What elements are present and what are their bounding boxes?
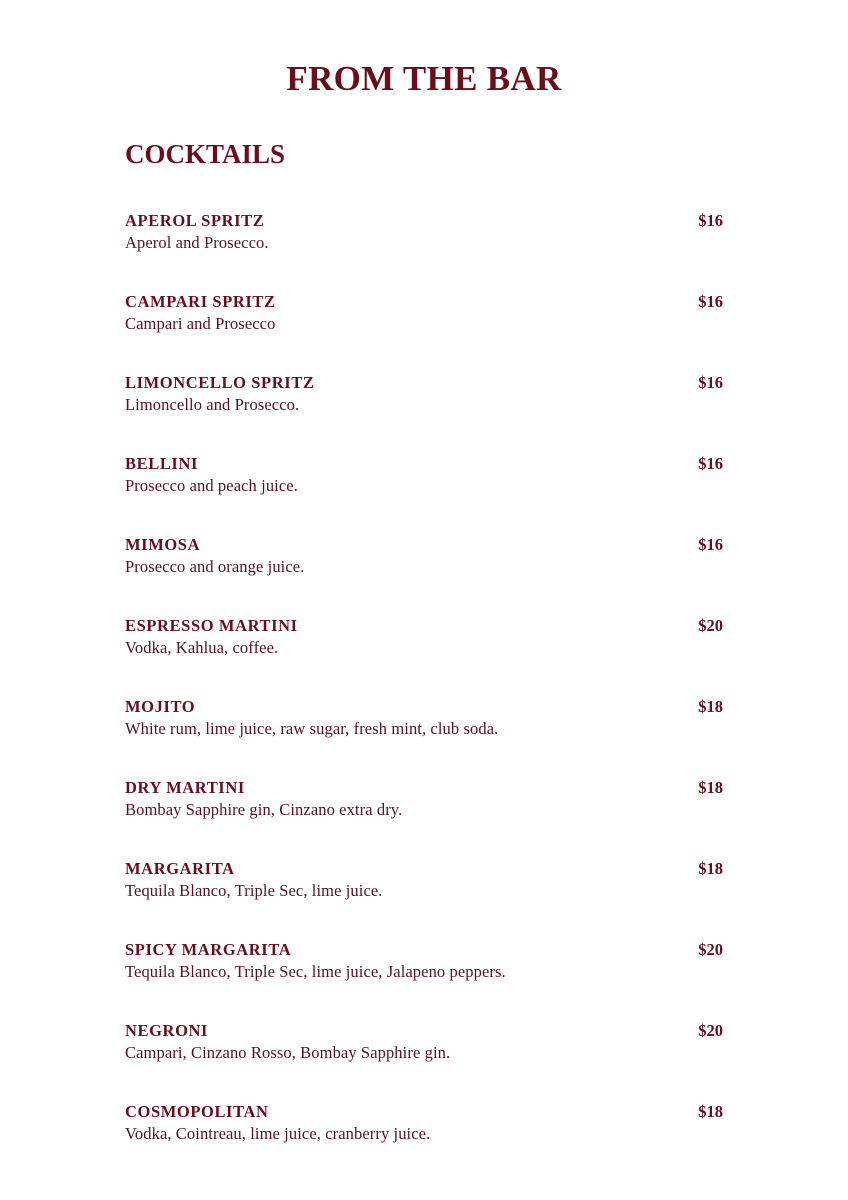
item-name: MIMOSA	[125, 535, 201, 554]
item-price: $20	[698, 1021, 723, 1040]
item-price: $18	[698, 697, 723, 716]
item-price: $18	[698, 778, 723, 797]
item-description: White rum, lime juice, raw sugar, fresh mint, club soda.	[125, 719, 499, 738]
item-description: Campari and Prosecco	[125, 314, 276, 333]
menu-item	[125, 292, 723, 373]
item-price: $16	[698, 454, 723, 473]
menu-item	[125, 616, 723, 697]
item-price: $16	[698, 373, 723, 392]
item-name: ESPRESSO MARTINI	[125, 616, 298, 635]
item-description: Tequila Blanco, Triple Sec, lime juice, Jalapeno peppers.	[125, 962, 506, 981]
item-name: MARGARITA	[125, 859, 235, 878]
item-name: SPICY MARGARITA	[125, 940, 292, 959]
menu-item	[125, 940, 723, 1021]
item-name: DRY MARTINI	[125, 778, 245, 797]
menu-item	[125, 859, 723, 940]
menu-item	[125, 454, 723, 535]
menu-item	[125, 1102, 723, 1183]
item-price: $18	[698, 1102, 723, 1121]
item-name: CAMPARI SPRITZ	[125, 292, 276, 311]
item-description: Tequila Blanco, Triple Sec, lime juice.	[125, 881, 383, 900]
item-price: $16	[698, 211, 723, 230]
item-description: Limoncello and Prosecco.	[125, 395, 300, 414]
item-price: $18	[698, 859, 723, 878]
menu-item	[125, 697, 723, 778]
menu-item	[125, 778, 723, 859]
item-description: Vodka, Cointreau, lime juice, cranberry juice.	[125, 1124, 431, 1143]
item-description: Vodka, Kahlua, coffee.	[125, 638, 279, 657]
page-title: FROM THE BAR	[286, 59, 562, 98]
item-description: Prosecco and orange juice.	[125, 557, 305, 576]
menu-item	[125, 1021, 723, 1102]
item-price: $20	[698, 940, 723, 959]
item-description: Prosecco and peach juice.	[125, 476, 298, 495]
item-name: MOJITO	[125, 697, 196, 716]
item-name: APEROL SPRITZ	[125, 211, 265, 230]
item-price: $16	[698, 535, 723, 554]
item-price: $20	[698, 616, 723, 635]
item-name: COSMOPOLITAN	[125, 1102, 269, 1121]
menu-item	[125, 535, 723, 616]
item-name: LIMONCELLO SPRITZ	[125, 373, 315, 392]
item-description: Aperol and Prosecco.	[125, 233, 269, 252]
item-price: $16	[698, 292, 723, 311]
cocktail-list	[125, 211, 723, 1183]
menu-item	[125, 373, 723, 454]
item-name: NEGRONI	[125, 1021, 209, 1040]
item-name: BELLINI	[125, 454, 198, 473]
item-description: Campari, Cinzano Rosso, Bombay Sapphire gin.	[125, 1043, 451, 1062]
item-description: Bombay Sapphire gin, Cinzano extra dry.	[125, 800, 403, 819]
menu-item	[125, 211, 723, 292]
section-heading-cocktails: COCKTAILS	[125, 139, 286, 169]
